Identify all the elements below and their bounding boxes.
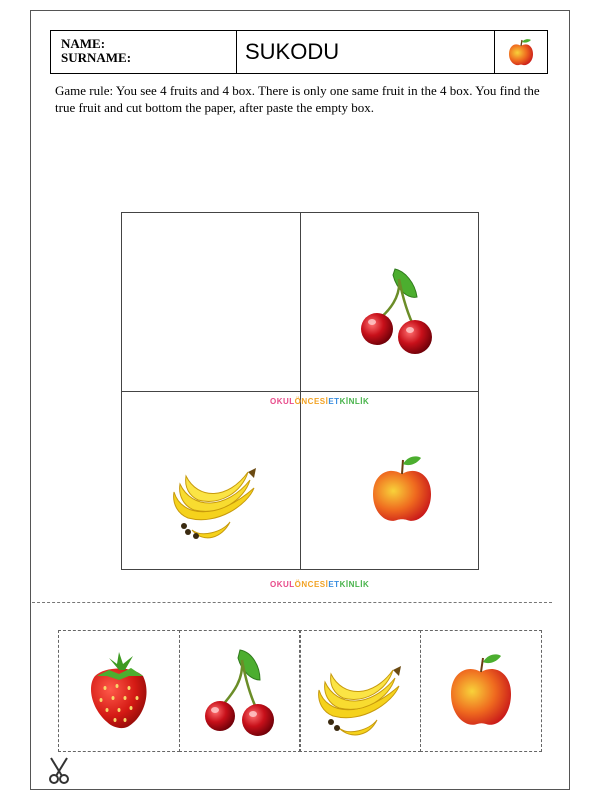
apple-icon [495,31,547,73]
cut-line [32,602,552,603]
grid-cell-apple [301,392,479,570]
banana-icon [122,392,300,570]
name-fields [51,31,237,73]
banana-icon [315,646,405,736]
surname-label: SURNAME: [61,50,132,65]
cherry-icon [301,213,479,391]
strawberry-icon [79,646,159,736]
watermark-logo: OKULÖNCESİETKİNLİK [270,580,370,589]
sudoku-grid [121,212,479,570]
grid-cell-empty[interactable] [122,213,300,391]
cutout-banana[interactable] [299,630,421,752]
cutout-strawberry[interactable] [58,630,180,752]
grid-cell-cherry [301,213,479,391]
apple-icon [441,646,521,736]
cherry-icon [200,646,280,736]
cutout-cherry[interactable] [179,630,301,752]
cutout-apple[interactable] [420,630,542,752]
watermark-logo: OKULÖNCESİETKİNLİK [270,397,370,406]
page-title: SUKODU [237,31,495,73]
scissors-icon [46,756,72,784]
header-table [50,30,548,74]
game-rule-text: Game rule: You see 4 fruits and 4 box. There is only one same fruit in the 4 box. You find the true fruit and cut bottom the paper, after paste the empty box. [55,83,540,115]
name-label: NAME: [61,36,106,51]
grid-cell-banana [122,392,300,570]
apple-icon [301,392,479,570]
